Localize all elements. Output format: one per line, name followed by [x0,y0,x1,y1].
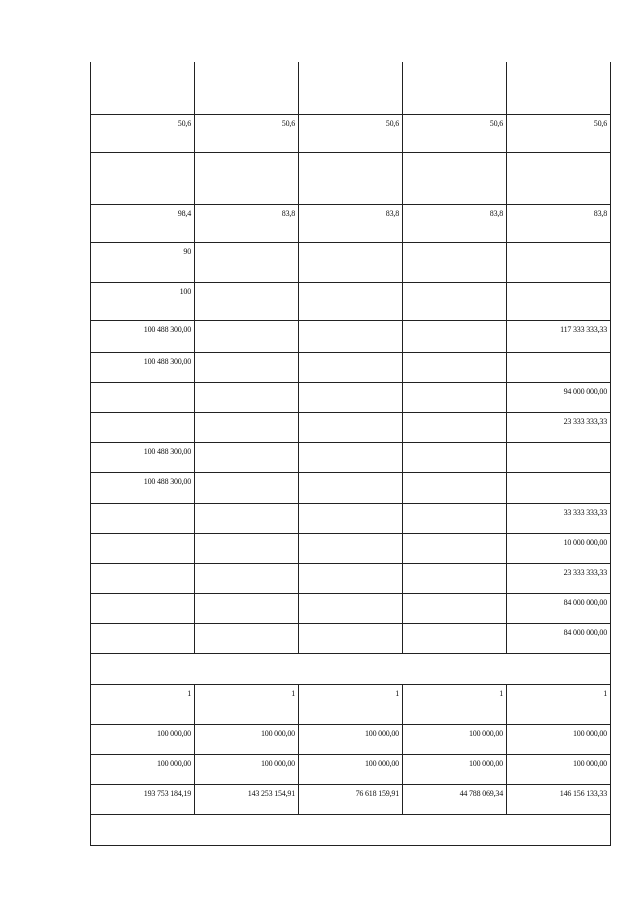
cell-value [198,153,295,157]
table-cell [91,114,195,152]
cell-value: 50,6 [489,118,503,128]
table-cell [91,282,195,320]
cell-value [198,283,295,287]
table-cell [403,352,507,382]
table-cell [91,684,195,724]
table-cell [403,754,507,784]
table-row [91,472,611,503]
table-row [91,242,611,282]
table-cell [507,282,611,320]
table-cell [91,204,195,242]
table-cell [195,684,299,724]
cell-value [198,594,295,598]
cell-value [302,534,399,538]
table-cell [195,204,299,242]
table-row [91,62,611,114]
table-cell [403,412,507,442]
cell-value: 50,6 [593,118,607,128]
cell-value [510,283,607,287]
table-row [91,282,611,320]
cell-value [406,564,503,568]
cell-value: 100 488 300,00 [143,476,191,486]
table-row [91,653,611,684]
cell-value [302,443,399,447]
cell-value [302,283,399,287]
table-row [91,412,611,442]
cell-value: 1 [603,688,607,698]
table-cell [507,593,611,623]
cell-value [198,353,295,357]
cell-value [510,443,607,447]
cell-value [406,624,503,628]
table-cell [91,593,195,623]
cell-value [406,383,503,387]
cell-value: 90 [183,246,191,256]
cell-value [198,443,295,447]
table-cell [195,623,299,653]
cell-value [198,321,295,325]
table-cell [299,412,403,442]
table-cell [507,623,611,653]
cell-value [198,564,295,568]
table-cell [299,472,403,503]
cell-value: 76 618 159,91 [355,788,399,798]
table-cell [195,503,299,533]
table-cell [195,114,299,152]
cell-value: 23 333 333,33 [563,416,607,426]
table-cell [403,382,507,412]
table-cell [403,533,507,563]
table-cell [195,152,299,204]
cell-value [94,624,191,628]
merged-cell [91,814,611,845]
table-cell [91,472,195,503]
table-cell [507,204,611,242]
table-cell [403,472,507,503]
cell-value: 83,8 [489,208,503,218]
cell-value [94,504,191,508]
table-row [91,320,611,352]
table-row [91,754,611,784]
table-row [91,623,611,653]
table-cell [91,442,195,472]
table-cell [403,152,507,204]
table-cell [507,563,611,593]
cell-value: 100 488 300,00 [143,446,191,456]
table-cell [403,784,507,814]
table-cell [507,684,611,724]
cell-value [406,413,503,417]
cell-value [198,534,295,538]
cell-value: 50,6 [177,118,191,128]
cell-value: 100 000,00 [260,728,295,738]
cell-value: 146 156 133,33 [559,788,607,798]
table-row [91,724,611,754]
cell-value [406,534,503,538]
table-cell [403,282,507,320]
table-cell [195,242,299,282]
cell-value [510,62,607,66]
table-cell [195,442,299,472]
cell-value [94,594,191,598]
cell-value [94,534,191,538]
cell-value: 84 000 000,00 [563,627,607,637]
cell-value [406,283,503,287]
cell-value [302,383,399,387]
table-cell [195,754,299,784]
cell-value: 23 333 333,33 [563,567,607,577]
table-cell [403,563,507,593]
cell-value: 83,8 [281,208,295,218]
table-cell [507,382,611,412]
cell-value: 1 [291,688,295,698]
table-cell [91,352,195,382]
table-cell [299,282,403,320]
table-cell [403,684,507,724]
table-row [91,784,611,814]
cell-value [406,353,503,357]
cell-value [94,62,191,66]
table-cell [91,382,195,412]
table-cell [299,684,403,724]
cell-value [198,243,295,247]
table-cell [91,62,195,114]
table-row [91,204,611,242]
table-cell [403,204,507,242]
table-row [91,563,611,593]
cell-value: 100 000,00 [468,758,503,768]
table-cell [91,724,195,754]
cell-value: 1 [395,688,399,698]
table-cell [507,784,611,814]
cell-value [302,243,399,247]
table-cell [299,442,403,472]
table-cell [299,593,403,623]
table-row [91,814,611,845]
table-cell [299,503,403,533]
table-cell [507,352,611,382]
cell-value: 100 000,00 [572,728,607,738]
table-cell [507,412,611,442]
cell-value: 100 000,00 [364,728,399,738]
table-cell [507,320,611,352]
table-cell [403,242,507,282]
cell-value: 193 753 184,19 [143,788,191,798]
cell-value: 100 000,00 [468,728,503,738]
cell-value: 50,6 [281,118,295,128]
cell-value [510,353,607,357]
table-cell [91,533,195,563]
table-row [91,442,611,472]
table-cell [299,352,403,382]
table-cell [507,114,611,152]
cell-value: 10 000 000,00 [563,537,607,547]
table-cell [299,114,403,152]
table-cell [195,724,299,754]
table-cell [195,320,299,352]
table-cell [299,204,403,242]
cell-value: 1 [499,688,503,698]
table-cell [507,442,611,472]
table-cell [299,62,403,114]
table-cell [403,62,507,114]
cell-value [510,473,607,477]
cell-value [94,383,191,387]
table-cell [403,724,507,754]
cell-value: 117 333 333,33 [560,324,607,334]
table-cell [195,412,299,442]
cell-value: 1 [187,688,191,698]
table-cell [403,320,507,352]
table-cell [507,754,611,784]
table-cell [507,724,611,754]
table-cell [195,533,299,563]
cell-value [406,504,503,508]
cell-value [198,383,295,387]
table-cell [299,152,403,204]
table-cell [91,152,195,204]
cell-value: 33 333 333,33 [563,507,607,517]
budget-table [90,62,611,846]
cell-value: 83,8 [385,208,399,218]
cell-value [198,62,295,66]
cell-value [302,594,399,598]
cell-value: 83,8 [593,208,607,218]
cell-value: 100 000,00 [260,758,295,768]
cell-value: 100 000,00 [156,728,191,738]
cell-value [198,473,295,477]
table-cell [507,242,611,282]
table-cell [299,623,403,653]
cell-value [302,564,399,568]
cell-value [302,473,399,477]
cell-value [510,243,607,247]
table-cell [507,152,611,204]
table-row [91,382,611,412]
table-cell [403,503,507,533]
table-row [91,684,611,724]
cell-value: 94 000 000,00 [563,386,607,396]
cell-value [406,473,503,477]
table-cell [299,382,403,412]
table-cell [91,563,195,593]
cell-value [302,321,399,325]
table-cell [403,114,507,152]
merged-cell [91,653,611,684]
table-cell [195,352,299,382]
table-cell [91,784,195,814]
table-cell [91,320,195,352]
table-cell [195,563,299,593]
cell-value [302,153,399,157]
table-cell [299,563,403,593]
table-cell [195,784,299,814]
cell-value [406,153,503,157]
cell-value: 100 488 300,00 [143,356,191,366]
table-cell [507,472,611,503]
cell-value: 100 000,00 [572,758,607,768]
document-page [90,62,610,846]
table-cell [507,533,611,563]
table-row [91,352,611,382]
table-cell [507,503,611,533]
table-cell [195,382,299,412]
cell-value [198,413,295,417]
cell-value: 143 253 154,91 [247,788,295,798]
cell-value [198,504,295,508]
cell-value: 100 000,00 [364,758,399,768]
cell-value [510,153,607,157]
table-cell [195,472,299,503]
table-cell [195,282,299,320]
cell-value: 100 488 300,00 [143,324,191,334]
table-row [91,593,611,623]
cell-value [94,564,191,568]
cell-value [198,624,295,628]
cell-value: 98,4 [177,208,191,218]
table-cell [91,242,195,282]
table-cell [507,62,611,114]
table-cell [403,623,507,653]
cell-value [406,443,503,447]
table-cell [91,623,195,653]
table-cell [299,724,403,754]
table-cell [195,62,299,114]
table-row [91,503,611,533]
cell-value [406,594,503,598]
cell-value: 50,6 [385,118,399,128]
table-cell [403,593,507,623]
table-cell [91,412,195,442]
table-cell [299,533,403,563]
table-cell [299,320,403,352]
table-cell [403,442,507,472]
cell-value [94,153,191,157]
cell-value [406,321,503,325]
cell-value: 100 000,00 [156,758,191,768]
cell-value [406,62,503,66]
table-cell [195,593,299,623]
cell-value: 100 [179,286,191,296]
table-row [91,533,611,563]
table-row [91,114,611,152]
cell-value [406,243,503,247]
cell-value [302,353,399,357]
table-cell [299,242,403,282]
cell-value [94,413,191,417]
cell-value [302,504,399,508]
cell-value: 84 000 000,00 [563,597,607,607]
table-cell [91,754,195,784]
table-cell [299,784,403,814]
table-cell [299,754,403,784]
table-cell [91,503,195,533]
table-row [91,152,611,204]
cell-value [302,413,399,417]
cell-value [302,62,399,66]
cell-value: 44 788 069,34 [459,788,503,798]
cell-value [302,624,399,628]
